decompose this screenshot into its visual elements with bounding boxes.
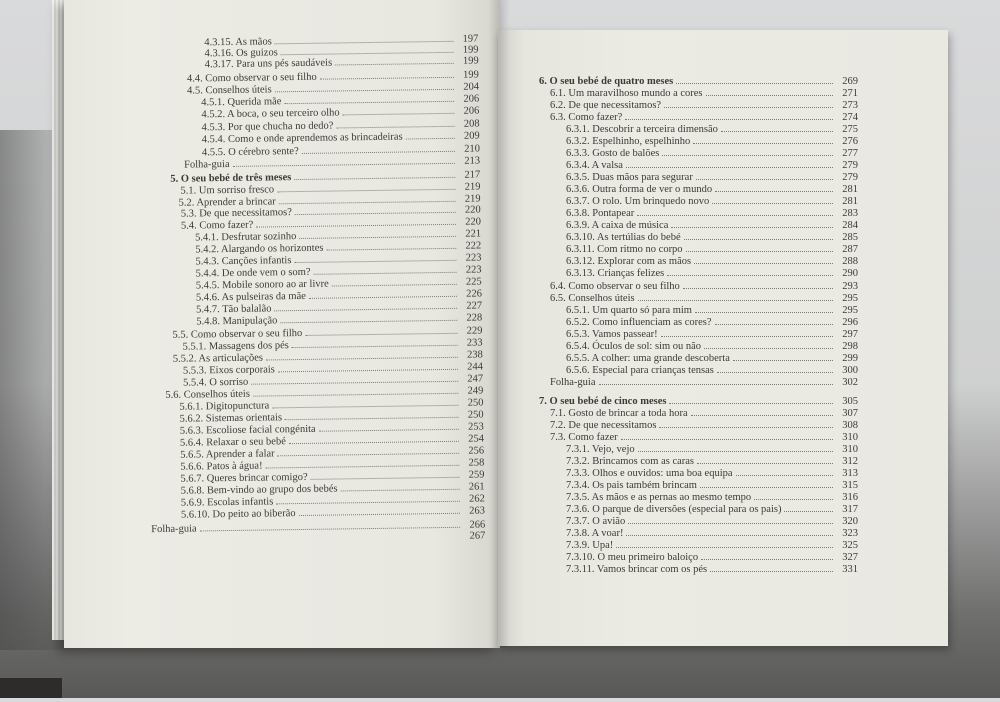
right-entry-title: 7.3.4. Os pais também brincam [566, 480, 697, 491]
left-entry-title: 4.3.15. As mãos [204, 36, 272, 49]
left-entry-title: 5.5.2. As articulações [172, 352, 263, 365]
right-entry-page-number: 297 [842, 329, 858, 340]
dot-leader [721, 131, 833, 132]
right-entry-title: 7.3. Como fazer [550, 432, 618, 443]
left-entry-page-number: 220 [464, 204, 481, 216]
left-entry-title: 5.3. De que necessitamos? [180, 207, 292, 220]
right-entry-title: 6.3.2. Espelhinho, espelhinho [566, 136, 691, 147]
right-entry-title: 7.3.9. Upa! [566, 540, 614, 551]
left-entry-title: 5.6.1. Digitopunctura [179, 400, 270, 413]
left-entry-page-number: 258 [468, 457, 485, 469]
left-entry-title: 4.4. Como observar o seu filho [186, 71, 317, 85]
left-entry-page-number: 256 [468, 445, 485, 457]
right-entry [566, 540, 858, 552]
left-entry-page-number: 223 [465, 264, 482, 276]
right-entry-title: 6.5.4. Óculos de sol: sim ou não [566, 341, 702, 352]
right-entry-page-number: 274 [842, 112, 858, 123]
left-entry-page-number: 199 [462, 55, 479, 67]
right-entry-title: 6.5.3. Vamos passear! [566, 329, 658, 340]
right-entry-title: 6.3. Como fazer? [550, 112, 623, 123]
right-entry-page-number: 287 [842, 244, 858, 255]
right-entry-page-number: 296 [842, 317, 858, 328]
right-entry [566, 552, 858, 564]
right-entry-page-number: 307 [842, 408, 858, 419]
dot-leader [697, 463, 833, 464]
right-entry [550, 293, 858, 305]
right-entry-page-number: 315 [842, 480, 858, 491]
dot-leader [626, 167, 833, 168]
right-entry-title: 6.5. Conselhos úteis [550, 293, 635, 304]
left-entry-title: 5.4.8. Manipulação [196, 315, 278, 328]
right-entry-title: Folha-guia [550, 377, 596, 388]
right-entry-title: 7.3.8. A voar! [566, 528, 624, 539]
left-entry-title: 4.5.1. Querida mãe [201, 96, 282, 109]
left-entry-title: 5.4.3. Canções infantis [195, 255, 292, 268]
right-entry [566, 528, 858, 540]
right-entry [566, 468, 858, 480]
dot-leader [696, 179, 833, 180]
left-entry-title: 5.6.7. Queres brincar comigo? [180, 471, 308, 485]
right-entry [550, 432, 858, 444]
right-entry-title: 7.3.3. Olhos e ouvidos: uma boa equipa [566, 468, 733, 479]
left-entry-page-number: 250 [467, 409, 484, 421]
left-entry-title: Folha-guia [184, 158, 230, 171]
right-entry [550, 112, 858, 124]
left-entry-page-number: 225 [465, 276, 482, 288]
dot-leader [694, 263, 833, 264]
left-entry-title: 5.4.5. Mobile sonoro ao ar livre [195, 278, 329, 292]
right-entry-page-number: 302 [842, 377, 858, 388]
right-entry-page-number: 325 [842, 540, 858, 551]
right-entry-title: 7.3.7. O avião [566, 516, 626, 527]
right-entry-page-number: 320 [842, 516, 858, 527]
right-entry-page-number: 279 [842, 160, 858, 171]
left-entry-title: 5.4. Como fazer? [180, 219, 254, 232]
right-entry-page-number: 271 [842, 88, 858, 99]
left-entry-page-number: 206 [463, 105, 480, 117]
left-entry-title: 5.5. Como observar o seu filho [172, 327, 303, 341]
left-entry-page-number: 261 [468, 481, 485, 493]
right-entry-title: 6.3.8. Pontapear [566, 208, 635, 219]
left-entry-page-number: 247 [467, 373, 484, 385]
left-entry-title: 5.6.6. Patos à água! [180, 460, 263, 473]
right-entry-page-number: 305 [842, 396, 858, 407]
left-entry-page-number: 206 [463, 93, 480, 105]
left-entry-title: 5.6.3. Escoliose facial congénita [179, 423, 316, 437]
right-entry-title: 6.3.3. Gosto de balões [566, 148, 660, 159]
dot-leader [733, 360, 833, 361]
right-entry-page-number: 288 [842, 256, 858, 267]
right-entry [566, 184, 858, 196]
left-entry-page-number: 221 [465, 228, 482, 240]
right-entry-title: 6.3.11. Com ritmo no corpo [566, 244, 683, 255]
left-entry-page-number: 199 [462, 44, 479, 56]
right-entry-page-number: 313 [842, 468, 858, 479]
right-entry-title: 7.3.1. Vejo, vejo [566, 444, 635, 455]
right-entry-title: 6.3.12. Explorar com as mãos [566, 256, 692, 267]
left-entry-title: 5.6.4. Relaxar o seu bebé [179, 436, 286, 449]
right-entry [550, 281, 858, 293]
left-entry-title: 5.1. Um sorriso fresco [180, 184, 275, 197]
right-entry [550, 408, 858, 420]
left-entry-title: 4.5. Conselhos úteis [186, 84, 272, 97]
left-entry-page-number: 199 [463, 69, 479, 81]
right-entry-page-number: 283 [842, 208, 858, 219]
left-entry-title: 5.5.4. O sorriso [183, 376, 249, 389]
right-entry-page-number: 312 [842, 456, 858, 467]
right-entry-page-number: 310 [842, 432, 858, 443]
right-entry-page-number: 281 [842, 196, 858, 207]
left-entry-page-number: 213 [464, 155, 481, 167]
right-entry-title: 7.3.11. Vamos brincar com os pés [566, 564, 708, 575]
right-entry-title: 6.5.2. Como influenciam as cores? [566, 317, 712, 328]
right-entry-title: 6.3.13. Crianças felizes [566, 268, 665, 279]
right-entry [566, 172, 858, 184]
dot-leader [754, 499, 833, 500]
dot-leader [667, 275, 833, 276]
left-entry-title: Folha-guia [151, 523, 197, 536]
right-entry-title: 6.5.1. Um quarto só para mim [566, 305, 692, 316]
right-entry [539, 76, 858, 88]
right-entry-title: 7.3.2. Brincamos com as caras [566, 456, 695, 467]
dot-leader [700, 487, 833, 488]
left-entry-page-number: 228 [466, 312, 483, 324]
dot-leader [693, 143, 833, 144]
right-entry-title: 7.2. De que necessitamos [550, 420, 657, 431]
left-entry-page-number: 219 [464, 181, 481, 193]
left-entry-title: 4.3.16. Os guizos [204, 47, 278, 60]
dot-leader [784, 511, 833, 512]
right-entry [566, 365, 858, 377]
dot-leader [686, 251, 833, 252]
dot-leader [616, 547, 833, 548]
right-entry-page-number: 275 [842, 124, 858, 135]
right-entry-page-number: 331 [842, 564, 858, 575]
left-entry-title: 5.4.1. Desfrutar sozinho [195, 231, 297, 244]
right-entry [566, 317, 858, 329]
right-entry-page-number: 300 [842, 365, 858, 376]
left-entry-title: 5.4.2. Alargando os horizontes [195, 242, 324, 256]
left-entry-page-number: 219 [464, 193, 481, 205]
right-entry-page-number: 279 [842, 172, 858, 183]
right-entry [566, 444, 858, 456]
right-entry-page-number: 285 [842, 232, 858, 243]
left-entry-title: 5.6.5. Aprender a falar [180, 448, 275, 461]
right-entry-page-number: 323 [842, 528, 858, 539]
left-entry-page-number: 220 [465, 216, 482, 228]
right-entry-page-number: 281 [842, 184, 858, 195]
right-entry-title: 6.5.6. Especial para crianças tensas [566, 365, 714, 376]
left-entry-page-number: 223 [465, 252, 482, 264]
right-entry [566, 492, 858, 504]
left-entry-title: 4.3.17. Para uns pés saudáveis [204, 57, 333, 71]
right-entry-page-number: 316 [842, 492, 858, 503]
right-entry-title: 6.2. De que necessitamos? [550, 100, 662, 111]
dot-leader [676, 83, 833, 84]
right-entry [566, 232, 858, 244]
dot-leader [662, 155, 833, 156]
right-entry [566, 148, 858, 160]
right-entry-page-number: 327 [842, 552, 858, 563]
dot-leader [684, 239, 833, 240]
dot-leader [664, 107, 833, 108]
right-entry-title: 7.3.6. O parque de diversões (especial para os pais) [566, 504, 782, 515]
right-entry-page-number: 273 [842, 100, 858, 111]
right-entry-title: 6.3.4. A valsa [566, 160, 623, 171]
right-entry [566, 564, 858, 576]
left-entry-title: 4.5.3. Por que chucha no dedo? [201, 120, 334, 134]
dot-leader [669, 403, 833, 404]
left-entry-title: 5.4.4. De onde vem o som? [195, 266, 311, 280]
right-entry-title: 7.1. Gosto de brincar a toda hora [550, 408, 688, 419]
right-entry [566, 516, 858, 528]
left-entry-page-number: 244 [467, 361, 484, 373]
right-entry-page-number: 269 [842, 76, 858, 87]
left-entry-title: 5.6.2. Sistemas orientais [179, 412, 283, 425]
left-entry-page-number: 197 [462, 33, 479, 45]
right-entry-title: 6.3.10. As tertúlias do bebé [566, 232, 681, 243]
dot-leader [671, 227, 833, 228]
right-entry-title: 6.1. Um maravilhoso mundo a cores [550, 88, 703, 99]
left-entry-title: 5.6.9. Escolas infantis [180, 496, 274, 509]
right-entry [566, 341, 858, 353]
right-entry-page-number: 284 [842, 220, 858, 231]
right-entry [566, 136, 858, 148]
right-entry-title: 7.3.10. O meu primeiro baloiço [566, 552, 699, 563]
right-entry-page-number: 276 [842, 136, 858, 147]
right-entry-title: 7. O seu bebé de cinco meses [539, 396, 667, 407]
dot-leader [706, 95, 833, 96]
right-entry [550, 377, 858, 389]
right-entry-title: 6.3.5. Duas mãos para segurar [566, 172, 693, 183]
dot-leader [715, 324, 833, 325]
left-entry-title: 4.5.5. O cérebro sente? [201, 146, 299, 159]
left-entry-page-number: 209 [463, 130, 480, 142]
right-entry-page-number: 308 [842, 420, 858, 431]
dot-leader [712, 203, 833, 204]
left-entry-title: 5.4.6. As pulseiras da mãe [195, 290, 306, 304]
left-entry-title: 4.5.2. A boca, o seu terceiro olho [201, 107, 340, 121]
dot-leader [599, 384, 834, 385]
left-entry-title: 5.5.3. Eixos corporais [182, 364, 275, 377]
dot-leader [659, 427, 833, 428]
right-entry-title: 6.4. Como observar o seu filho [550, 281, 680, 292]
dot-leader [736, 475, 833, 476]
right-entry-title: 6. O seu bebé de quatro meses [539, 76, 674, 87]
left-entry-page-number: 204 [463, 81, 480, 93]
right-entry [566, 256, 858, 268]
left-entry-page-number: 249 [467, 385, 484, 397]
left-entry-page-number: 254 [468, 433, 485, 445]
left-entry-page-number: 229 [466, 325, 483, 337]
left-entry-title: 5.4.7. Tão balalão [196, 303, 272, 316]
left-entry-title: 5. O seu bebé de três meses [170, 172, 292, 185]
right-entry [566, 196, 858, 208]
right-entry-page-number: 298 [842, 341, 858, 352]
dot-leader [717, 372, 833, 373]
dot-leader [628, 523, 833, 524]
dot-leader [625, 119, 833, 120]
right-entry [566, 208, 858, 220]
right-entry [566, 244, 858, 256]
right-entry-page-number: 295 [842, 305, 858, 316]
left-entry-page-number: 259 [468, 469, 485, 481]
left-entry-title: 4.5.4. Como e onde aprendemos as brincadeiras [201, 131, 403, 146]
right-entry [566, 268, 858, 280]
left-entry-page-number: 266 [469, 519, 486, 531]
right-entry [550, 100, 858, 112]
right-entry-title: 6.5.5. A colher: uma grande descoberta [566, 353, 730, 364]
right-entry-page-number: 277 [842, 148, 858, 159]
dot-leader [637, 215, 833, 216]
left-entry-title: 5.6.8. Bem-vindo ao grupo dos bebés [180, 483, 338, 497]
left-entry-page-number: 233 [466, 337, 483, 349]
left-entry-page-number: 267 [469, 530, 486, 542]
left-entry-page-number: 250 [467, 397, 484, 409]
right-entry-title: 6.3.9. A caixa de música [566, 220, 669, 231]
left-entry-title: 5.6.10. Do peito ao biberão [180, 508, 296, 521]
right-entry [566, 124, 858, 136]
left-entry-title: 5.5.1. Massagens dos pés [182, 340, 289, 353]
left-entry-page-number: 210 [464, 143, 480, 155]
dot-leader [683, 288, 833, 289]
left-entry-title: 5.6. Conselhos úteis [165, 388, 250, 401]
right-entry-page-number: 295 [842, 293, 858, 304]
right-entry-page-number: 299 [842, 353, 858, 364]
right-entry [539, 396, 858, 408]
right-entry-page-number: 293 [842, 281, 858, 292]
left-entry-page-number: 226 [466, 288, 483, 300]
left-entry-page-number: 222 [465, 240, 482, 252]
dot-leader [621, 439, 833, 440]
right-entry [566, 353, 858, 365]
left-entry-page-number: 227 [466, 300, 483, 312]
left-entry-page-number: 208 [463, 118, 480, 130]
right-entry-title: 6.3.6. Outra forma de ver o mundo [566, 184, 713, 195]
left-entry-page-number: 217 [464, 169, 481, 181]
right-entry [550, 420, 858, 432]
right-entry [566, 220, 858, 232]
right-entry-title: 6.3.7. O rolo. Um brinquedo novo [566, 196, 710, 207]
right-entry [566, 329, 858, 341]
right-entry-title: 6.3.1. Descobrir a terceira dimensão [566, 124, 718, 135]
left-entry-title: 5.2. Aprender a brincar [178, 196, 276, 209]
right-entry-page-number: 290 [842, 268, 858, 279]
dot-leader [691, 415, 833, 416]
left-entry-page-number: 253 [467, 421, 484, 433]
right-entry [566, 456, 858, 468]
dot-leader [704, 348, 833, 349]
dot-leader [695, 312, 833, 313]
right-entry [566, 504, 858, 516]
right-entry-page-number: 317 [842, 504, 858, 515]
dot-leader [638, 451, 833, 452]
left-entry-page-number: 263 [469, 505, 486, 517]
dot-leader [701, 559, 833, 560]
right-entry [550, 88, 858, 100]
right-entry [566, 305, 858, 317]
dot-leader [626, 535, 833, 536]
right-entry [566, 480, 858, 492]
right-entry-page-number: 310 [842, 444, 858, 455]
left-entry-page-number: 262 [468, 493, 485, 505]
dot-leader [638, 300, 833, 301]
right-entry-title: 7.3.5. As mãos e as pernas ao mesmo tempo [566, 492, 752, 503]
dot-leader [710, 571, 833, 572]
right-entry [566, 160, 858, 172]
left-entry-page-number: 238 [466, 349, 483, 361]
dot-leader [715, 191, 833, 192]
dot-leader [661, 336, 833, 337]
